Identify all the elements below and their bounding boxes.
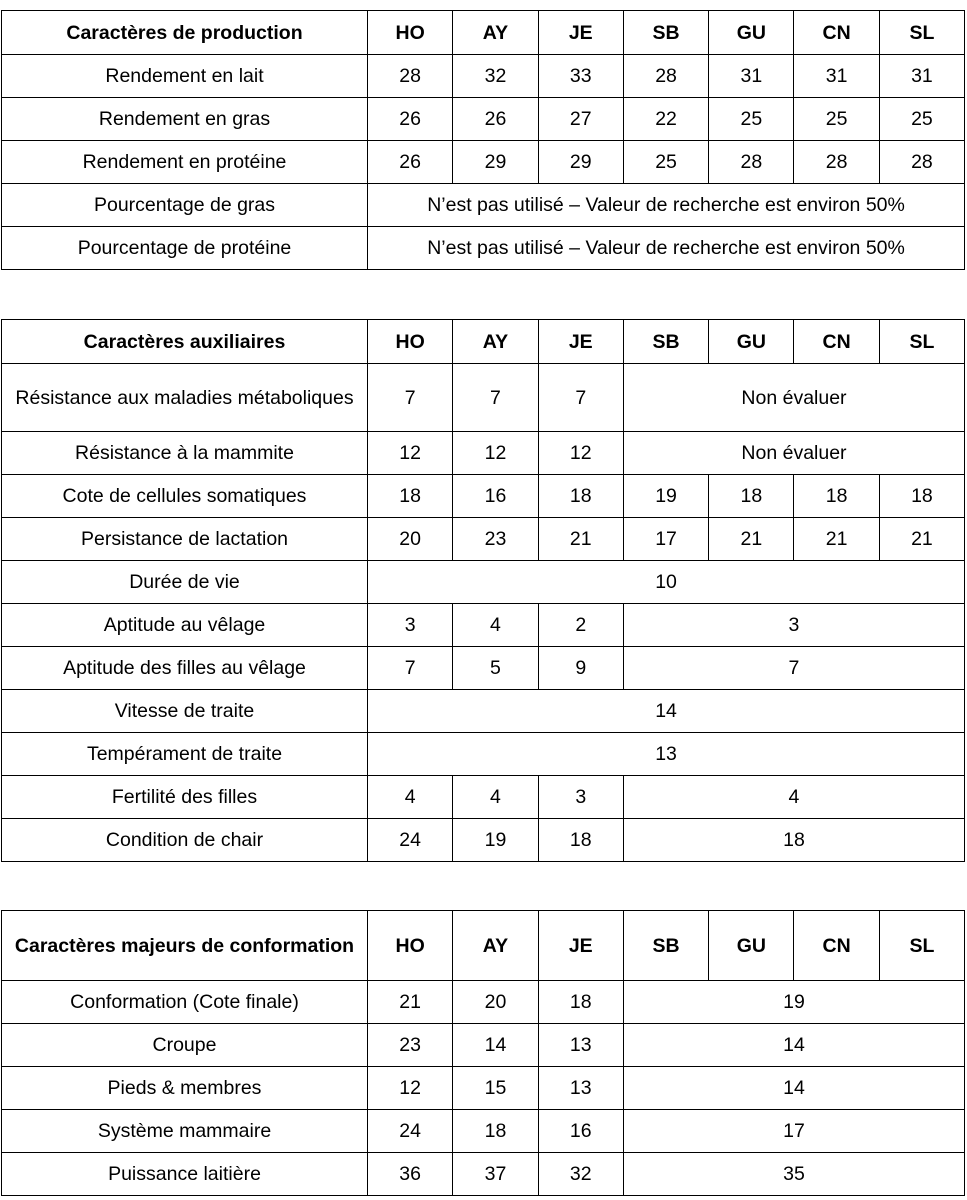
value-cell: 21	[879, 518, 964, 561]
trait-label: Tempérament de traite	[2, 733, 368, 776]
value-cell: 21	[538, 518, 623, 561]
value-cell: 24	[368, 1110, 453, 1153]
table-row	[2, 776, 965, 819]
trait-label: Rendement en gras	[2, 98, 368, 141]
trait-label: Croupe	[2, 1024, 368, 1067]
merged-value-cell: 35	[623, 1153, 964, 1196]
auxiliary-traits-table	[1, 319, 965, 862]
value-cell: 16	[538, 1110, 623, 1153]
value-cell: 31	[709, 55, 794, 98]
merged-value-cell: 7	[623, 647, 964, 690]
merged-value-cell: Non évaluer	[623, 432, 964, 475]
trait-label: Aptitude au vêlage	[2, 604, 368, 647]
value-cell: 21	[368, 981, 453, 1024]
merged-value-cell: 17	[623, 1110, 964, 1153]
breed-header-ay: AY	[453, 911, 538, 981]
section-header: Caractères majeurs de conformation	[2, 911, 368, 981]
table-row	[2, 561, 965, 604]
production-traits-table	[1, 10, 965, 270]
value-cell: 12	[453, 432, 538, 475]
value-cell: 37	[453, 1153, 538, 1196]
value-cell: 27	[538, 98, 623, 141]
trait-label: Condition de chair	[2, 819, 368, 862]
value-cell: 16	[453, 475, 538, 518]
trait-label: Système mammaire	[2, 1110, 368, 1153]
trait-label: Fertilité des filles	[2, 776, 368, 819]
breed-header-sl: SL	[879, 320, 964, 364]
value-cell: 25	[879, 98, 964, 141]
trait-label: Pieds & membres	[2, 1067, 368, 1110]
table-row	[2, 733, 965, 776]
value-cell: 7	[368, 647, 453, 690]
table-row	[2, 1067, 965, 1110]
table-row	[2, 432, 965, 475]
trait-label: Vitesse de traite	[2, 690, 368, 733]
breed-header-cn: CN	[794, 11, 879, 55]
merged-value-cell: 3	[623, 604, 964, 647]
trait-label: Conformation (Cote finale)	[2, 981, 368, 1024]
value-cell: 19	[623, 475, 708, 518]
trait-label: Puissance laitière	[2, 1153, 368, 1196]
breed-header-cn: CN	[794, 911, 879, 981]
trait-label: Aptitude des filles au vêlage	[2, 647, 368, 690]
trait-label: Rendement en protéine	[2, 141, 368, 184]
breed-header-sl: SL	[879, 911, 964, 981]
value-cell: 28	[368, 55, 453, 98]
value-cell: 19	[453, 819, 538, 862]
value-cell: 36	[368, 1153, 453, 1196]
note-cell: N’est pas utilisé – Valeur de recherche est environ 50%	[368, 227, 965, 270]
table-row	[2, 475, 965, 518]
trait-label: Pourcentage de gras	[2, 184, 368, 227]
value-cell: 18	[368, 475, 453, 518]
table-row	[2, 184, 965, 227]
value-cell: 4	[453, 604, 538, 647]
value-cell: 24	[368, 819, 453, 862]
table-row	[2, 227, 965, 270]
merged-value-cell: Non évaluer	[623, 364, 964, 432]
table-row	[2, 981, 965, 1024]
value-cell: 4	[453, 776, 538, 819]
breed-header-je: JE	[538, 11, 623, 55]
value-cell: 32	[538, 1153, 623, 1196]
breed-header-ho: HO	[368, 320, 453, 364]
value-cell: 21	[794, 518, 879, 561]
table-row	[2, 1110, 965, 1153]
breed-header-sb: SB	[623, 11, 708, 55]
value-cell: 23	[368, 1024, 453, 1067]
breed-header-ay: AY	[453, 11, 538, 55]
section-header: Caractères de production	[2, 11, 368, 55]
value-cell: 12	[368, 1067, 453, 1110]
value-cell: 25	[709, 98, 794, 141]
breed-header-sb: SB	[623, 911, 708, 981]
merged-value-cell: 13	[368, 733, 965, 776]
value-cell: 21	[709, 518, 794, 561]
table-row	[2, 364, 965, 432]
breed-header-sl: SL	[879, 11, 964, 55]
value-cell: 29	[538, 141, 623, 184]
value-cell: 18	[709, 475, 794, 518]
breed-header-ho: HO	[368, 11, 453, 55]
breed-header-cn: CN	[794, 320, 879, 364]
value-cell: 32	[453, 55, 538, 98]
merged-value-cell: 10	[368, 561, 965, 604]
value-cell: 18	[453, 1110, 538, 1153]
table-row	[2, 141, 965, 184]
value-cell: 25	[794, 98, 879, 141]
table-header-row	[2, 11, 965, 55]
value-cell: 26	[453, 98, 538, 141]
table-header-row	[2, 911, 965, 981]
value-cell: 7	[453, 364, 538, 432]
value-cell: 13	[538, 1067, 623, 1110]
breed-header-gu: GU	[709, 11, 794, 55]
value-cell: 28	[794, 141, 879, 184]
conformation-traits-table	[1, 910, 965, 1196]
table-header-row	[2, 320, 965, 364]
trait-label: Pourcentage de protéine	[2, 227, 368, 270]
value-cell: 14	[453, 1024, 538, 1067]
value-cell: 9	[538, 647, 623, 690]
value-cell: 25	[623, 141, 708, 184]
value-cell: 2	[538, 604, 623, 647]
value-cell: 31	[879, 55, 964, 98]
breed-header-ho: HO	[368, 911, 453, 981]
value-cell: 3	[368, 604, 453, 647]
trait-label: Rendement en lait	[2, 55, 368, 98]
merged-value-cell: 14	[623, 1067, 964, 1110]
section-header: Caractères auxiliaires	[2, 320, 368, 364]
merged-value-cell: 4	[623, 776, 964, 819]
value-cell: 5	[453, 647, 538, 690]
trait-label: Durée de vie	[2, 561, 368, 604]
breed-header-sb: SB	[623, 320, 708, 364]
value-cell: 26	[368, 141, 453, 184]
value-cell: 12	[368, 432, 453, 475]
breed-header-je: JE	[538, 911, 623, 981]
table-row	[2, 819, 965, 862]
value-cell: 28	[623, 55, 708, 98]
value-cell: 7	[538, 364, 623, 432]
breed-header-je: JE	[538, 320, 623, 364]
trait-label: Résistance à la mammite	[2, 432, 368, 475]
value-cell: 17	[623, 518, 708, 561]
value-cell: 18	[538, 819, 623, 862]
value-cell: 3	[538, 776, 623, 819]
value-cell: 4	[368, 776, 453, 819]
value-cell: 23	[453, 518, 538, 561]
breed-header-ay: AY	[453, 320, 538, 364]
value-cell: 33	[538, 55, 623, 98]
merged-value-cell: 14	[623, 1024, 964, 1067]
merged-value-cell: 14	[368, 690, 965, 733]
value-cell: 31	[794, 55, 879, 98]
value-cell: 29	[453, 141, 538, 184]
table-row	[2, 690, 965, 733]
trait-label: Cote de cellules somatiques	[2, 475, 368, 518]
table-row	[2, 98, 965, 141]
value-cell: 18	[879, 475, 964, 518]
table-row	[2, 55, 965, 98]
value-cell: 15	[453, 1067, 538, 1110]
value-cell: 12	[538, 432, 623, 475]
value-cell: 7	[368, 364, 453, 432]
breed-header-gu: GU	[709, 911, 794, 981]
table-row	[2, 1153, 965, 1196]
value-cell: 13	[538, 1024, 623, 1067]
value-cell: 18	[538, 981, 623, 1024]
trait-label: Résistance aux maladies métaboliques	[2, 364, 368, 432]
merged-value-cell: 19	[623, 981, 964, 1024]
breed-header-gu: GU	[709, 320, 794, 364]
table-row	[2, 1024, 965, 1067]
value-cell: 28	[879, 141, 964, 184]
value-cell: 18	[794, 475, 879, 518]
table-row	[2, 647, 965, 690]
value-cell: 28	[709, 141, 794, 184]
value-cell: 26	[368, 98, 453, 141]
table-row	[2, 604, 965, 647]
note-cell: N’est pas utilisé – Valeur de recherche est environ 50%	[368, 184, 965, 227]
table-row	[2, 518, 965, 561]
value-cell: 22	[623, 98, 708, 141]
value-cell: 20	[368, 518, 453, 561]
value-cell: 20	[453, 981, 538, 1024]
value-cell: 18	[538, 475, 623, 518]
trait-label: Persistance de lactation	[2, 518, 368, 561]
merged-value-cell: 18	[623, 819, 964, 862]
